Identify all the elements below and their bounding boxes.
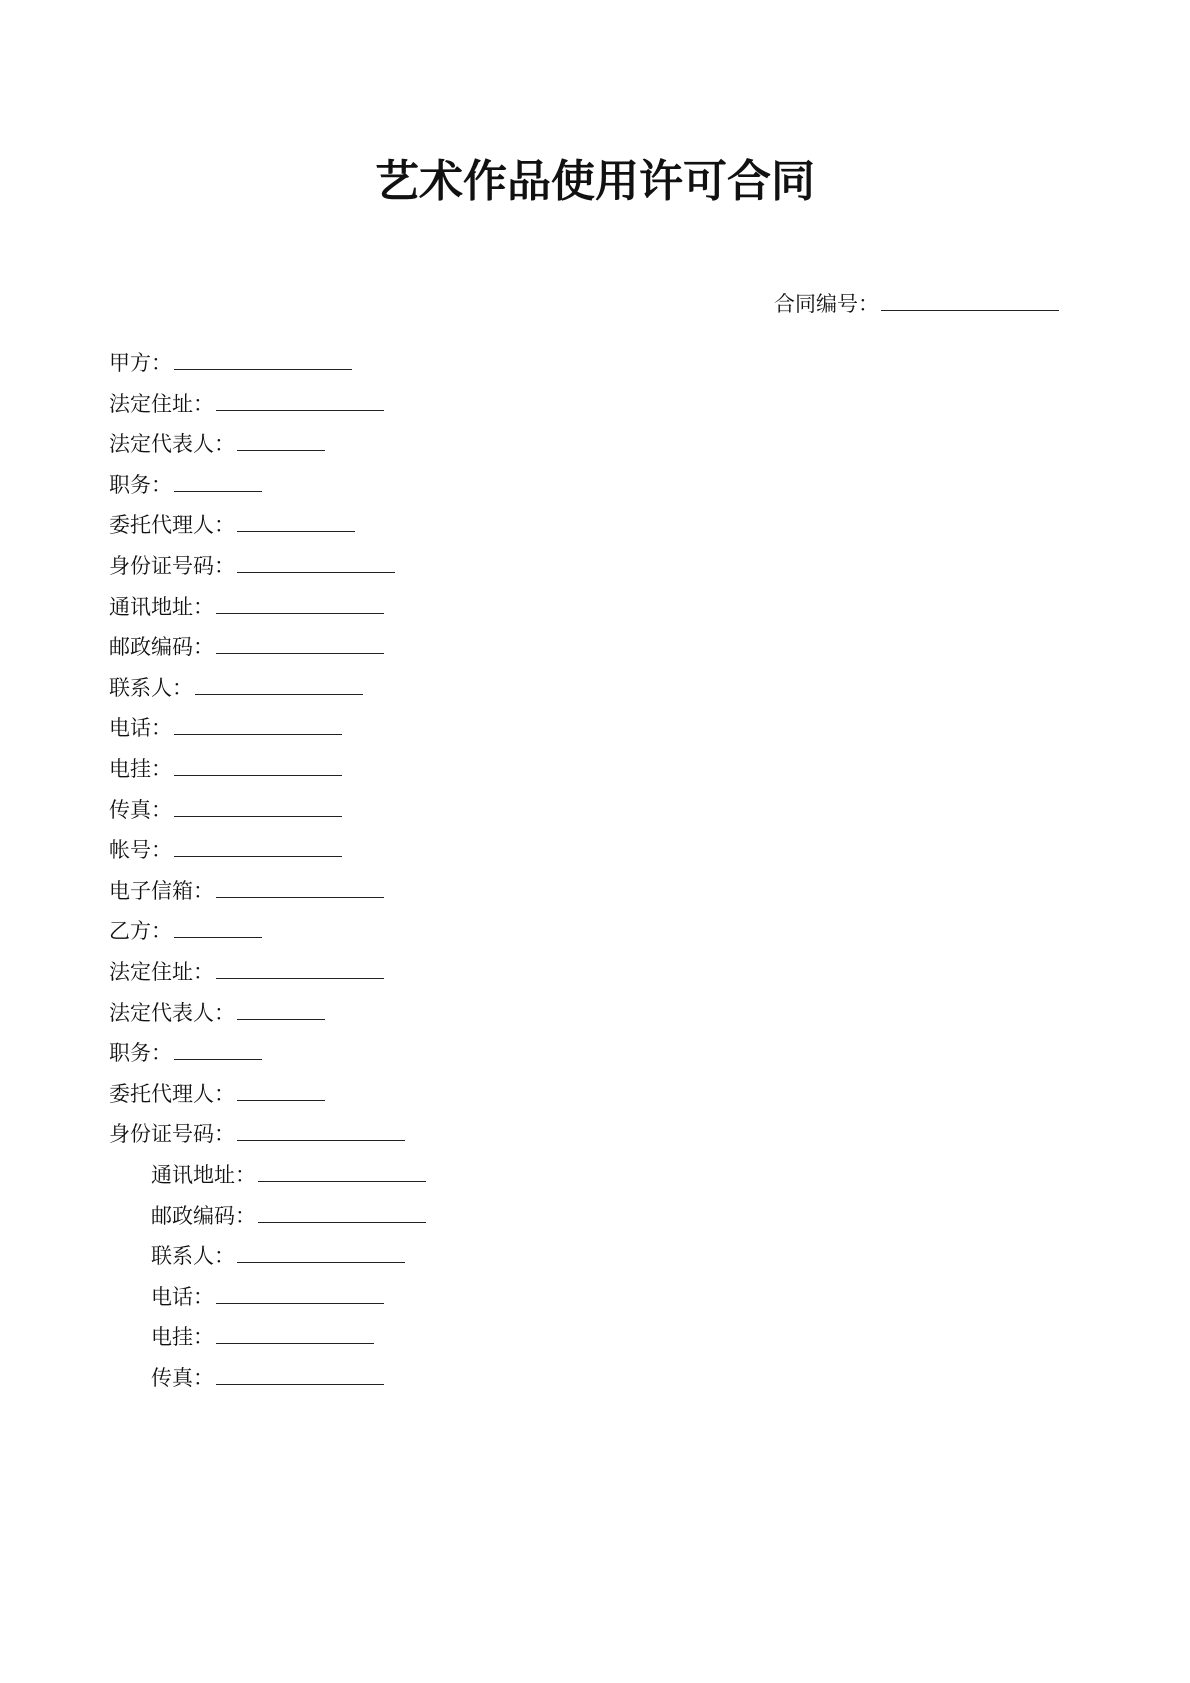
field-label: 传真：: [151, 1366, 214, 1390]
field-label: 法定代表人：: [109, 1000, 235, 1025]
field-label: 委托代理人：: [109, 513, 235, 538]
form-field-row: [151, 1240, 405, 1271]
form-field-row: [109, 591, 384, 622]
field-blank[interactable]: [237, 509, 355, 532]
form-field-row: [109, 875, 384, 906]
form-field-row: [109, 712, 342, 743]
field-label: 电挂：: [109, 757, 172, 781]
field-blank[interactable]: [216, 388, 384, 411]
form-field-row: [151, 1362, 384, 1393]
field-blank[interactable]: [237, 1240, 405, 1263]
field-label: 法定代表人：: [109, 432, 235, 457]
form-field-row: [109, 388, 384, 419]
form-field-row: [109, 1078, 325, 1109]
field-blank[interactable]: [174, 712, 342, 735]
form-field-row: [109, 956, 384, 987]
form-field-row: [151, 1321, 374, 1352]
field-label: 职务：: [109, 472, 172, 497]
field-label: 法定住址：: [109, 960, 214, 984]
field-label: 乙方：: [109, 919, 172, 944]
field-blank[interactable]: [216, 1281, 384, 1304]
field-blank[interactable]: [216, 1362, 384, 1385]
field-label: 联系人：: [151, 1244, 235, 1269]
field-blank[interactable]: [174, 834, 342, 857]
field-blank[interactable]: [237, 997, 325, 1020]
field-blank[interactable]: [174, 794, 342, 817]
field-label: 委托代理人：: [109, 1081, 235, 1106]
form-field-row: [109, 915, 262, 946]
form-field-row: [109, 469, 262, 500]
field-blank[interactable]: [174, 915, 262, 938]
field-blank[interactable]: [216, 875, 384, 898]
field-label: 电挂：: [151, 1325, 214, 1350]
contract-number-blank[interactable]: [881, 288, 1059, 311]
field-blank[interactable]: [174, 469, 262, 492]
form-field-row: [109, 997, 325, 1028]
form-field-row: [109, 509, 355, 540]
field-blank[interactable]: [237, 550, 395, 573]
field-blank[interactable]: [174, 1037, 262, 1060]
field-label: 邮政编码：: [151, 1203, 256, 1228]
contract-number-field: [774, 288, 1059, 319]
field-label: 联系人：: [109, 675, 193, 700]
field-label: 甲方：: [109, 351, 172, 375]
form-field-row: [109, 1037, 262, 1068]
field-label: 法定住址：: [109, 391, 214, 416]
document-title: 艺术作品使用许可合同: [375, 156, 815, 207]
form-field-row: [109, 753, 342, 784]
form-field-row: [151, 1159, 426, 1190]
field-label: 通讯地址：: [109, 594, 214, 619]
form-field-row: [109, 1118, 405, 1149]
field-blank[interactable]: [216, 591, 384, 614]
field-blank[interactable]: [216, 631, 384, 654]
field-label: 电话：: [151, 1284, 214, 1309]
field-label: 职务：: [109, 1041, 172, 1066]
form-field-row: [109, 834, 342, 865]
form-field-row: [109, 631, 384, 662]
field-label: 身份证号码：: [109, 1122, 235, 1147]
field-label: 传真：: [109, 797, 172, 822]
field-label: 电话：: [109, 716, 172, 741]
field-blank[interactable]: [195, 672, 363, 695]
field-blank[interactable]: [258, 1159, 426, 1182]
form-field-row: [109, 672, 363, 703]
field-blank[interactable]: [258, 1200, 426, 1223]
field-blank[interactable]: [174, 347, 352, 370]
field-label: 通讯地址：: [151, 1163, 256, 1187]
field-blank[interactable]: [237, 428, 325, 451]
field-label: 电子信箱：: [109, 878, 214, 903]
form-field-row: [109, 347, 352, 378]
form-field-row: [151, 1200, 426, 1231]
form-field-row: [151, 1281, 384, 1312]
contract-number-label: 合同编号：: [774, 292, 879, 316]
field-blank[interactable]: [237, 1078, 325, 1101]
field-blank[interactable]: [216, 956, 384, 979]
field-blank[interactable]: [237, 1118, 405, 1141]
field-blank[interactable]: [174, 753, 342, 776]
form-field-row: [109, 428, 325, 459]
field-label: 邮政编码：: [109, 635, 214, 660]
form-field-row: [109, 550, 395, 581]
form-field-row: [109, 794, 342, 825]
field-label: 身份证号码：: [109, 554, 235, 578]
field-blank[interactable]: [216, 1321, 374, 1344]
field-label: 帐号：: [109, 838, 172, 863]
